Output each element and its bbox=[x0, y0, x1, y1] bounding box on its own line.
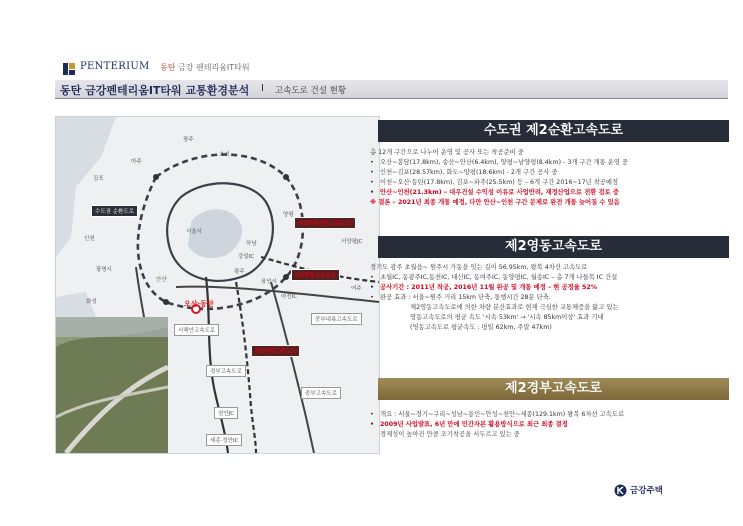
map-label: 안산 bbox=[156, 277, 167, 283]
panel-line: 경기도 광주 초월읍~ 원주시 가동을 잇는 길이 56.95km, 왕복 4차선 고속도로 bbox=[370, 264, 588, 271]
map-label: 양평 bbox=[283, 212, 294, 218]
panel-line: 제2영동고속도로에 의한 차량 분산효과로 현재 극심한 교통체증을 앓고 있는 bbox=[410, 304, 619, 311]
panel-line: (영동고속도로 평균속도 : 평일 62km, 주말 47km) bbox=[410, 324, 552, 331]
penterium-logo-icon bbox=[62, 61, 76, 75]
page-title: 동탄 금강펜테리움IT타워 교통환경분석 bbox=[60, 84, 250, 97]
map-label: 서울시 bbox=[186, 229, 202, 235]
map-label: 용인시 bbox=[261, 279, 277, 285]
map-badge: 서해안고속도로 bbox=[174, 324, 219, 336]
brand-sub-gray: 금강 펜테리움IT타워 bbox=[178, 63, 250, 72]
map-canvas bbox=[56, 117, 379, 453]
map-badge: 제2경부고속도로 bbox=[251, 345, 300, 357]
osan-dongtan-label: 오산·동탄 bbox=[184, 300, 214, 308]
panel-line: • 오산~봉담(17.8km), 송산~안산(6.4km), 양평~남양평(8.4km) - 3개 구간 개통 운영 중 bbox=[370, 158, 730, 168]
panel-line: • 인천~김포(28.57km), 화도~양평(18.6km) - 2개 구간 공사 중 bbox=[370, 168, 730, 178]
map-label: 화성 bbox=[86, 299, 97, 305]
brand-name: PENTERIUM bbox=[80, 61, 150, 72]
panel-title: 수도권 제2순환고속도로 bbox=[378, 120, 729, 142]
map-label: 인천 bbox=[84, 236, 95, 242]
map-label: 여주 bbox=[351, 286, 362, 292]
geumgang-logo-icon bbox=[614, 482, 627, 495]
map-badge: 제2외곽순환 고속도로 bbox=[294, 217, 356, 229]
panel-body bbox=[370, 148, 730, 208]
brand-sub-red: 동탄 bbox=[160, 63, 176, 72]
panel-line: 총 12개 구간으로 나누어 운영 및 공사 또는 착공준비 중 bbox=[370, 149, 524, 156]
map-label: 김포 bbox=[93, 176, 104, 182]
map-badge: 수도권 순환도로 bbox=[91, 205, 138, 217]
map-label: 서양평JC bbox=[341, 239, 363, 245]
map-label: 초기 bbox=[219, 152, 230, 158]
panel-line: • 초월IC, 동광주IC,동천IC, 대신IC, 동여주IC, 동양평IC, 월송IC – 총 7개 나들목 IC 건설 bbox=[370, 273, 730, 283]
map-label: 광주 bbox=[183, 137, 194, 143]
panel-line: • 이천~오산·동탄(17.8km), 김포~파주(25.5km) 등 – 6개 구간 2016~17년 착공예정 bbox=[370, 178, 730, 188]
panel-line: • 완공 효과 : 서울~원주 거리 15km 단축, 통행시간 28분 단축. bbox=[370, 293, 730, 303]
brand-subtitle bbox=[160, 62, 250, 73]
company-name: 금강주택 bbox=[630, 486, 663, 496]
panel-line: ※ 결론 – 2021년 최종 개통 예정, 다만 안산~인천 구간 문제로 완전 개통 늦어질 수 있음 bbox=[370, 199, 620, 206]
panel-body bbox=[370, 410, 730, 440]
map-badge: 제2영동고속도로 bbox=[291, 269, 340, 281]
title-separator: I bbox=[261, 83, 264, 94]
map-badge: 경부고속도로 bbox=[206, 365, 246, 377]
panel-line: 영동고속도로의 평균 속도 '시속 53km' → '시속 85km이상' 효과 기대 bbox=[410, 314, 604, 321]
map-badge: 중부내륙고속도로 bbox=[311, 313, 362, 325]
map-label: 마주 bbox=[131, 159, 142, 165]
panel-title: 제2경부고속도로 bbox=[378, 378, 729, 400]
page-subtitle: 고속도로 건설 현황 bbox=[275, 86, 347, 96]
panel-line: • 안산~인천(21.3km) – 대우건설 수익성 이유로 사업반려, 재정산업으로 전환 검토 중 bbox=[370, 188, 730, 198]
panel-line: • 2009년 사업발표, 6년 만에 민간자본 활용방식으로 최근 최종 결정 bbox=[370, 420, 730, 430]
panel-title: 제2영동고속도로 bbox=[378, 236, 729, 258]
map-label: 광주 bbox=[234, 269, 245, 275]
expressway-map bbox=[55, 116, 380, 454]
map-badge: 중부고속도로 bbox=[301, 387, 341, 399]
panel-body bbox=[370, 263, 730, 333]
map-badge: 천안JC bbox=[214, 407, 238, 419]
map-label: 광명시 bbox=[96, 267, 112, 273]
map-label: 마전IC bbox=[281, 294, 298, 300]
map-label: 하남 bbox=[246, 241, 257, 247]
panel-line: • 개요 : 서울~경기~구리~성남~용인~안성~천안~세종(129.1km) 왕복 6차선 고속도로 bbox=[370, 410, 730, 420]
panel-line: • 공사기간 : 2011년 착공, 2016년 11월 완공 및 개통 예정 – 현 공정율 52% bbox=[370, 283, 730, 293]
map-badge: 세종·정안IC bbox=[206, 434, 242, 446]
panel-line: 경제성이 높아진 만큼 조기착공을 서두르고 있는 중 bbox=[380, 431, 520, 438]
map-label: 강일IC bbox=[238, 254, 255, 260]
